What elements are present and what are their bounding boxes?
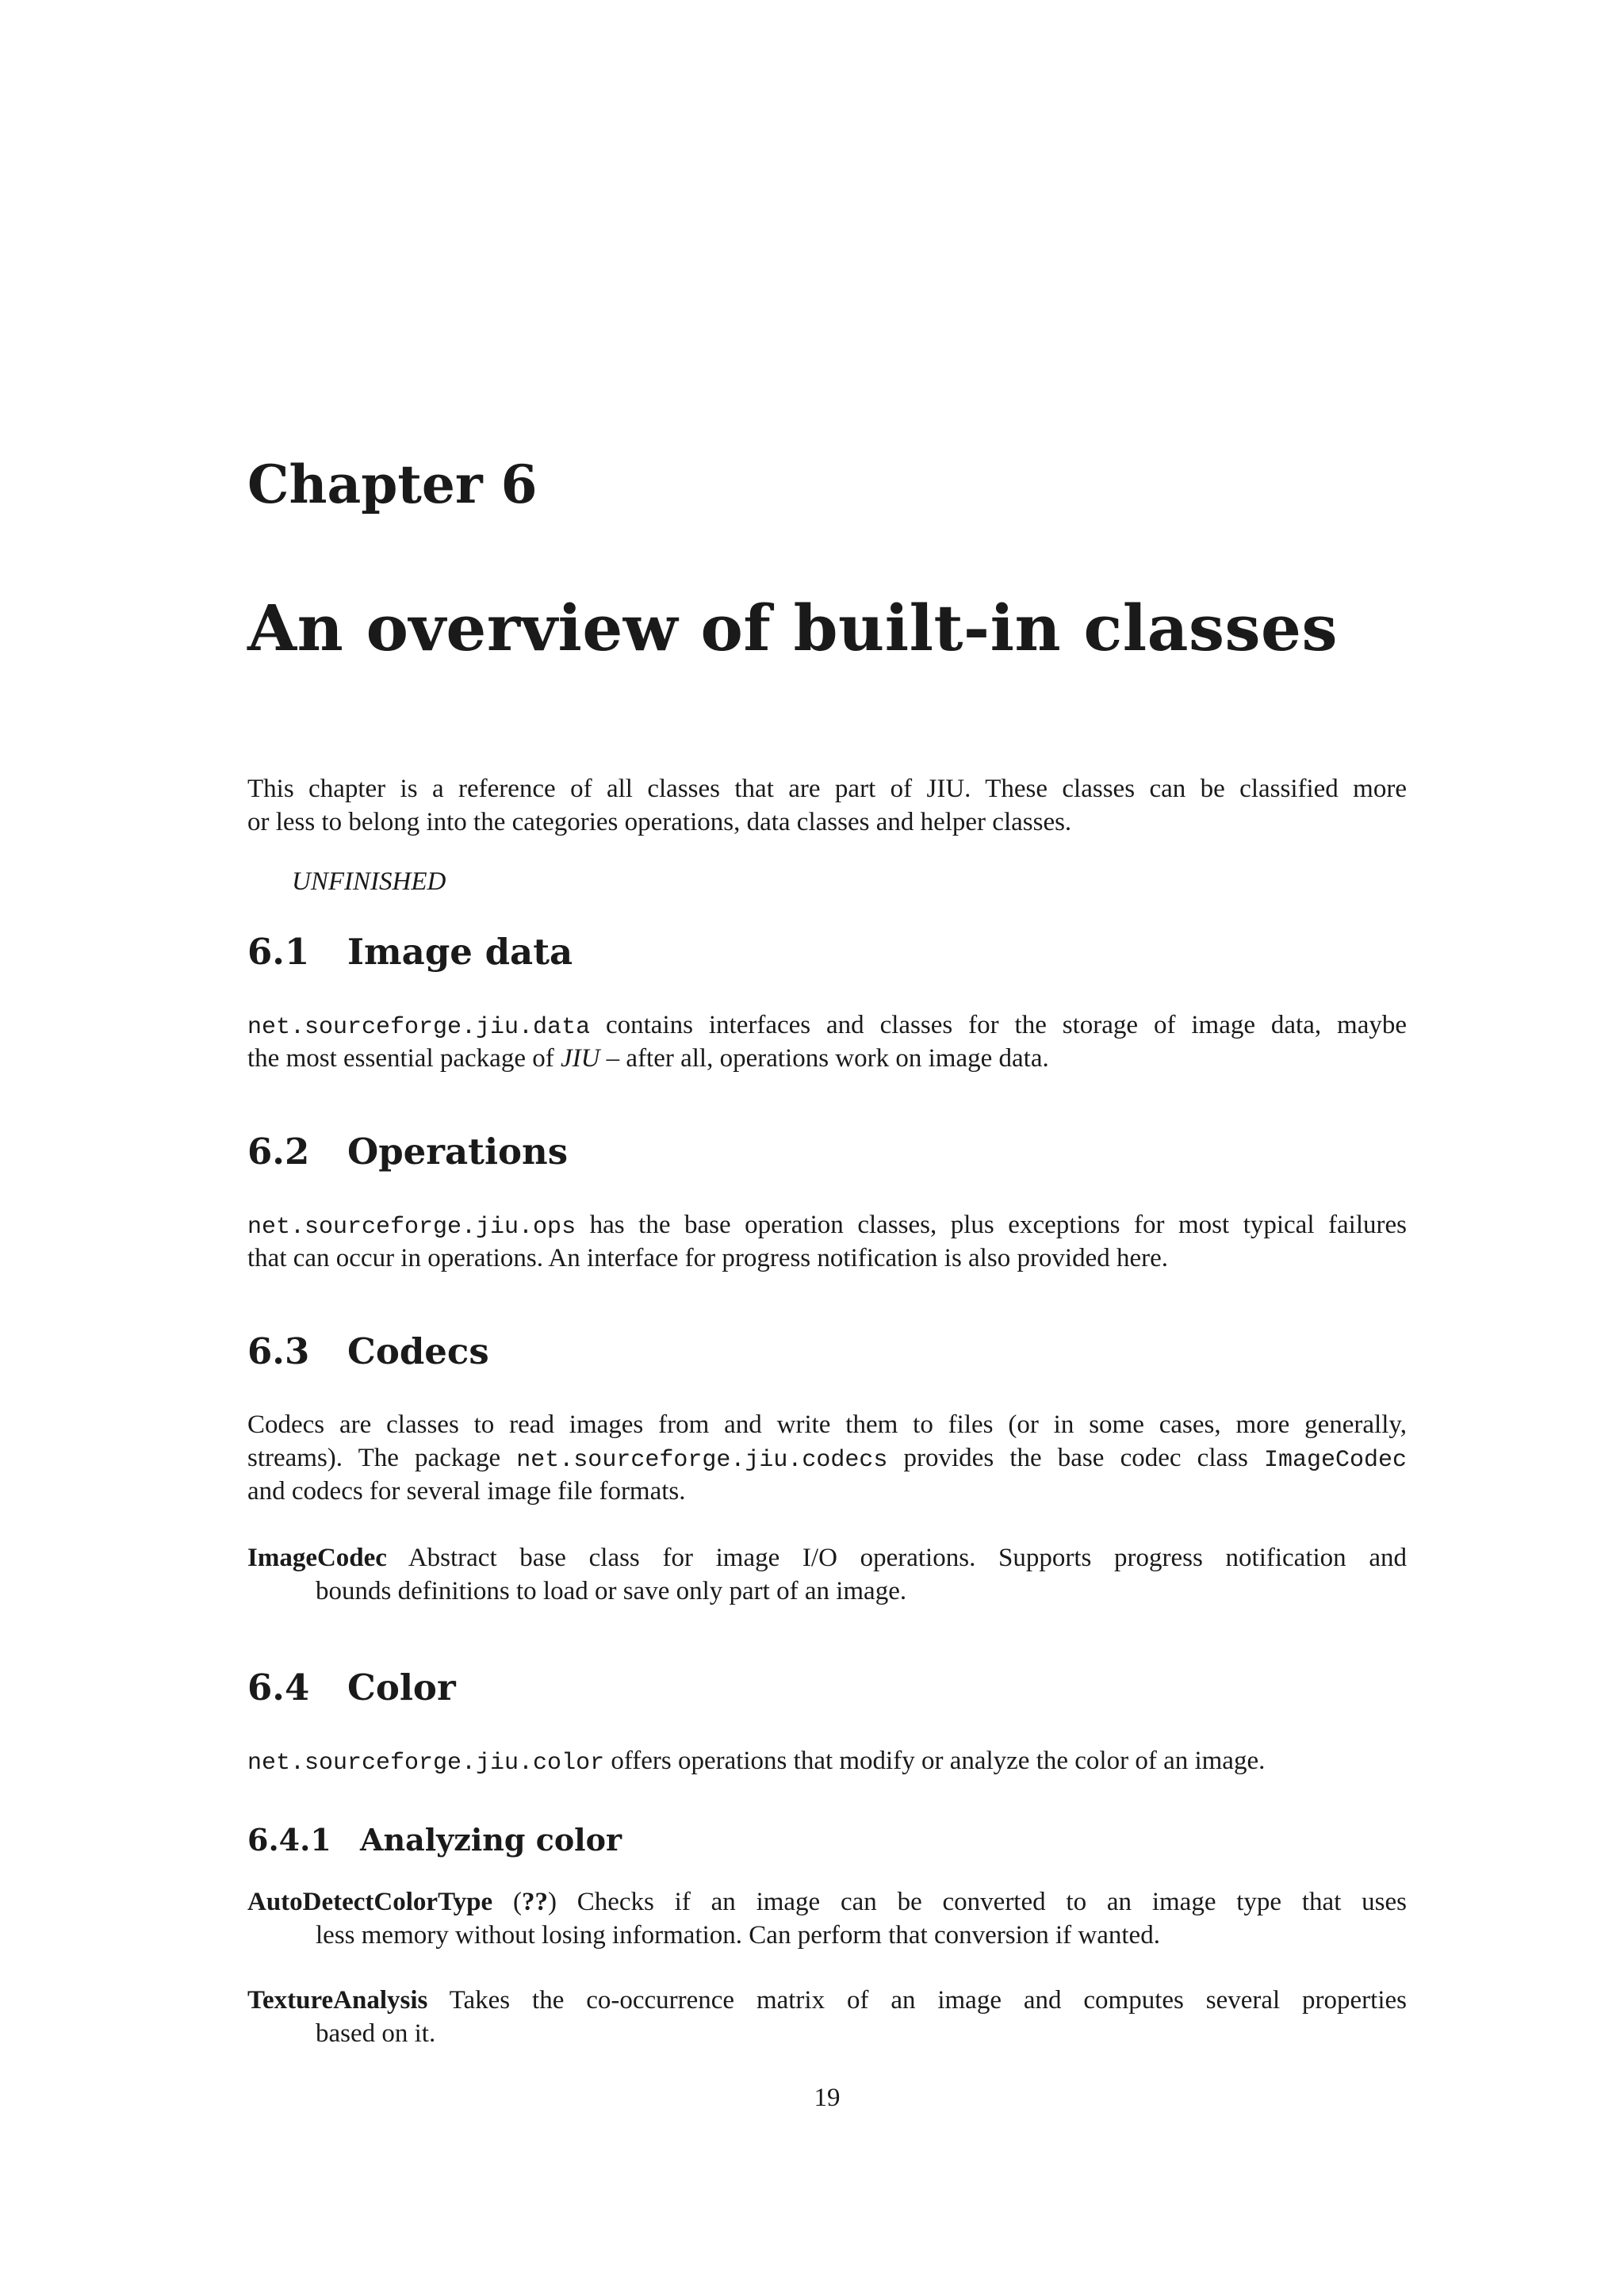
chapter-title: An overview of built-in classes xyxy=(247,591,1338,665)
jiu-italic: JIU xyxy=(560,1044,600,1073)
chapter-label: Chapter 6 xyxy=(247,453,538,515)
section-number: 6.2 xyxy=(247,1131,310,1173)
description-line-1 xyxy=(247,1541,1407,1575)
text: – after all, operations work on image data. xyxy=(599,1044,1049,1073)
image-data-line-1 xyxy=(247,1008,1407,1044)
text: Abstract base class for image I/O operations. Supports progress notification and xyxy=(386,1544,1407,1572)
package-name: net.sourceforge.jiu.color xyxy=(247,1750,605,1777)
description-term: TextureAnalysis xyxy=(247,1986,428,2015)
section-number: 6.1 xyxy=(247,931,310,973)
subsection-title: Analyzing color xyxy=(360,1822,622,1858)
text: has the base operation classes, plus exceptions for most typical failures xyxy=(576,1211,1407,1239)
image-data-line-2 xyxy=(247,1042,1407,1075)
text: ) Checks if an image can be converted to an image type that uses xyxy=(547,1888,1407,1916)
unfinished-note: UNFINISHED xyxy=(292,867,446,896)
text: provides the base codec class xyxy=(887,1444,1264,1472)
subsection-heading-analyzing-color xyxy=(247,1822,622,1858)
codecs-line-3: and codecs for several image file formats. xyxy=(247,1477,686,1506)
text: contains interfaces and classes for the storage of image data, maybe xyxy=(590,1011,1407,1039)
description-line-2: based on it. xyxy=(316,2019,436,2048)
description-line-1 xyxy=(247,1885,1407,1919)
section-heading-codecs xyxy=(247,1330,489,1372)
description-item-imagecodec xyxy=(247,1541,1407,1608)
description-term: AutoDetectColorType xyxy=(247,1888,493,1916)
package-name: net.sourceforge.jiu.ops xyxy=(247,1214,576,1241)
page-number: 19 xyxy=(814,2084,841,2112)
description-line-2: less memory without losing information. Can perform that conversion if wanted. xyxy=(316,1921,1160,1950)
description-line-2: bounds definitions to load or save only part of an image. xyxy=(316,1577,907,1605)
color-line-1 xyxy=(247,1744,1407,1780)
package-name: net.sourceforge.jiu.data xyxy=(247,1014,591,1041)
package-name: net.sourceforge.jiu.codecs xyxy=(516,1447,888,1474)
section-title: Color xyxy=(347,1667,456,1709)
section-title: Operations xyxy=(347,1131,569,1173)
description-line-1 xyxy=(247,1984,1407,2017)
section-title: Image data xyxy=(347,931,573,973)
text: streams). The package xyxy=(247,1444,517,1472)
document-page xyxy=(247,0,1407,2296)
operations-line-2: that can occur in operations. An interface for progress notification is also provided here. xyxy=(247,1244,1169,1272)
codecs-line-1: Codecs are classes to read images from and write them to files (or in some cases, more generally, xyxy=(247,1410,1407,1439)
missing-reference: ?? xyxy=(521,1888,548,1916)
subsection-number: 6.4.1 xyxy=(247,1822,331,1858)
text: ( xyxy=(492,1888,522,1916)
description-item-autodetectcolortype xyxy=(247,1885,1407,1952)
section-title: Codecs xyxy=(347,1330,489,1372)
intro-line-1: This chapter is a reference of all classes that are part of JIU. These classes can be classified more xyxy=(247,775,1407,803)
intro-line-2: or less to belong into the categories operations, data classes and helper classes. xyxy=(247,808,1072,836)
description-item-textureanalysis xyxy=(247,1984,1407,2050)
section-heading-color xyxy=(247,1667,456,1709)
description-term: ImageCodec xyxy=(247,1544,387,1572)
text: Takes the co-occurrence matrix of an image and computes several properties xyxy=(427,1986,1407,2015)
text: the most essential package of xyxy=(247,1044,561,1073)
codecs-line-2 xyxy=(247,1441,1407,1477)
section-heading-operations xyxy=(247,1131,569,1173)
section-number: 6.3 xyxy=(247,1330,310,1372)
section-number: 6.4 xyxy=(247,1667,310,1709)
section-heading-image-data xyxy=(247,931,573,973)
text: offers operations that modify or analyze the color of an image. xyxy=(604,1747,1266,1775)
class-name: ImageCodec xyxy=(1263,1447,1407,1474)
operations-line-1 xyxy=(247,1208,1407,1244)
